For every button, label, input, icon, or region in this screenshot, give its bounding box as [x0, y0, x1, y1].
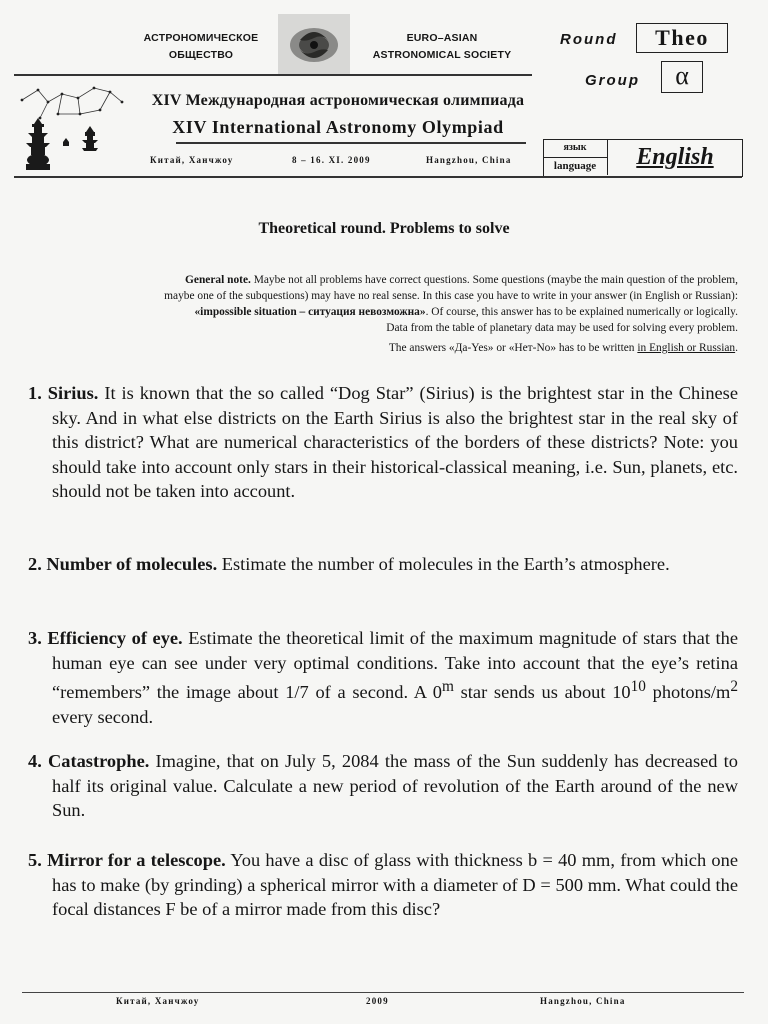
language-label-english: language — [543, 157, 608, 175]
group-value-box: α — [661, 61, 703, 93]
language-label-russian: язык — [543, 139, 608, 158]
galaxy-logo-icon — [278, 14, 350, 76]
title-underline — [176, 142, 526, 144]
problem-title: Mirror for a telescope. — [47, 850, 226, 870]
group-label: Group — [585, 72, 640, 89]
language-value: English — [636, 144, 714, 170]
general-note-planetary-data: Data from the table of planetary data may be used for solving every problem. — [386, 322, 738, 334]
footer-location-english: Hangzhou, China — [540, 996, 626, 1006]
general-note-label: General note. — [185, 274, 251, 286]
location-russian: Китай, Ханчжоу — [150, 155, 234, 165]
problem-title: Number of molecules. — [46, 554, 218, 574]
problem-title: Efficiency of eye. — [47, 628, 183, 648]
footer-divider — [22, 992, 744, 993]
constellation-pagoda-emblem-icon — [18, 80, 138, 176]
general-note-yes-no: The answers «Да-Yes» or «Нет-No» has to be written in English or Russian. — [388, 342, 738, 354]
org-name-russian: АСТРОНОМИЧЕСКОЕ ОБЩЕСТВО — [143, 32, 259, 61]
footer-location-russian: Китай, Ханчжоу — [116, 996, 200, 1006]
round-label: Round — [560, 31, 618, 48]
problem-title: Sirius. — [47, 383, 99, 403]
header-divider-bottom — [14, 176, 742, 178]
general-note: General note. Maybe not all problems have correct questions. Some questions (maybe the main question of the problem, maybe one of the subquestions) may have no real sense. In this case you have to write in your answer (in English or Russian): «impossible situation – ситуация невозможна». Of course, this answer has to be explained numerically or logically. — [164, 274, 738, 318]
event-dates: 8 – 16. XI. 2009 — [292, 155, 371, 165]
round-value-box: Theo — [636, 23, 728, 53]
page-title: Theoretical round. Problems to solve — [258, 220, 510, 237]
problem-3: 3. Efficiency of eye. Estimate the theoretical limit of the maximum magnitude of stars that the human eye can see under very optimal conditions. Take into account that the eye’s retina “remembers” the image about 1/7 of a second. A 0$^m$ star sends us about $10^{10}$ photons/$m^2$ every second. — [28, 628, 739, 727]
problem-2: 2. Number of molecules. Estimate the number of molecules in the Earth’s atmosphere. — [28, 554, 670, 574]
org-name-english: EURO–ASIAN ASTRONOMICAL SOCIETY — [372, 32, 512, 61]
problem-1: 1. Sirius. It is known that the so called “Dog Star” (Sirius) is the brightest star in the Chinese sky. And in what else districts on the Earth Sirius is also the brightest star in the real sky of this district? What are numerical characteristics of the borders of these districts? Note: you should take into account only stars in their historical-classical meaning, i.e. Sun, planets, etc. should not be taken into account. — [28, 383, 738, 501]
impossible-situation-phrase: «impossible situation – ситуация невозможна» — [194, 306, 426, 318]
problem-5: 5. Mirror for a telescope. You have a disc of glass with thickness b = 40 mm, from which one has to make (by grinding) a spherical mirror with a diameter of D = 500 mm. What could the focal distances F be of a mirror made from this disc? — [28, 850, 738, 919]
header-divider-top — [14, 74, 532, 76]
problem-title: Catastrophe. — [48, 751, 150, 771]
olympiad-title-russian: XIV Международная астрономическая олимпиада — [151, 92, 525, 109]
footer-year: 2009 — [366, 996, 389, 1006]
olympiad-title-english: XIV International Astronomy Olympiad — [172, 117, 504, 137]
location-english: Hangzhou, China — [426, 155, 512, 165]
problem-4: 4. Catastrophe. Imagine, that on July 5, 2084 the mass of the Sun suddenly has decreased to half its original value. Calculate a new period of revolution of the Earth around of the new Sun. — [28, 751, 738, 820]
